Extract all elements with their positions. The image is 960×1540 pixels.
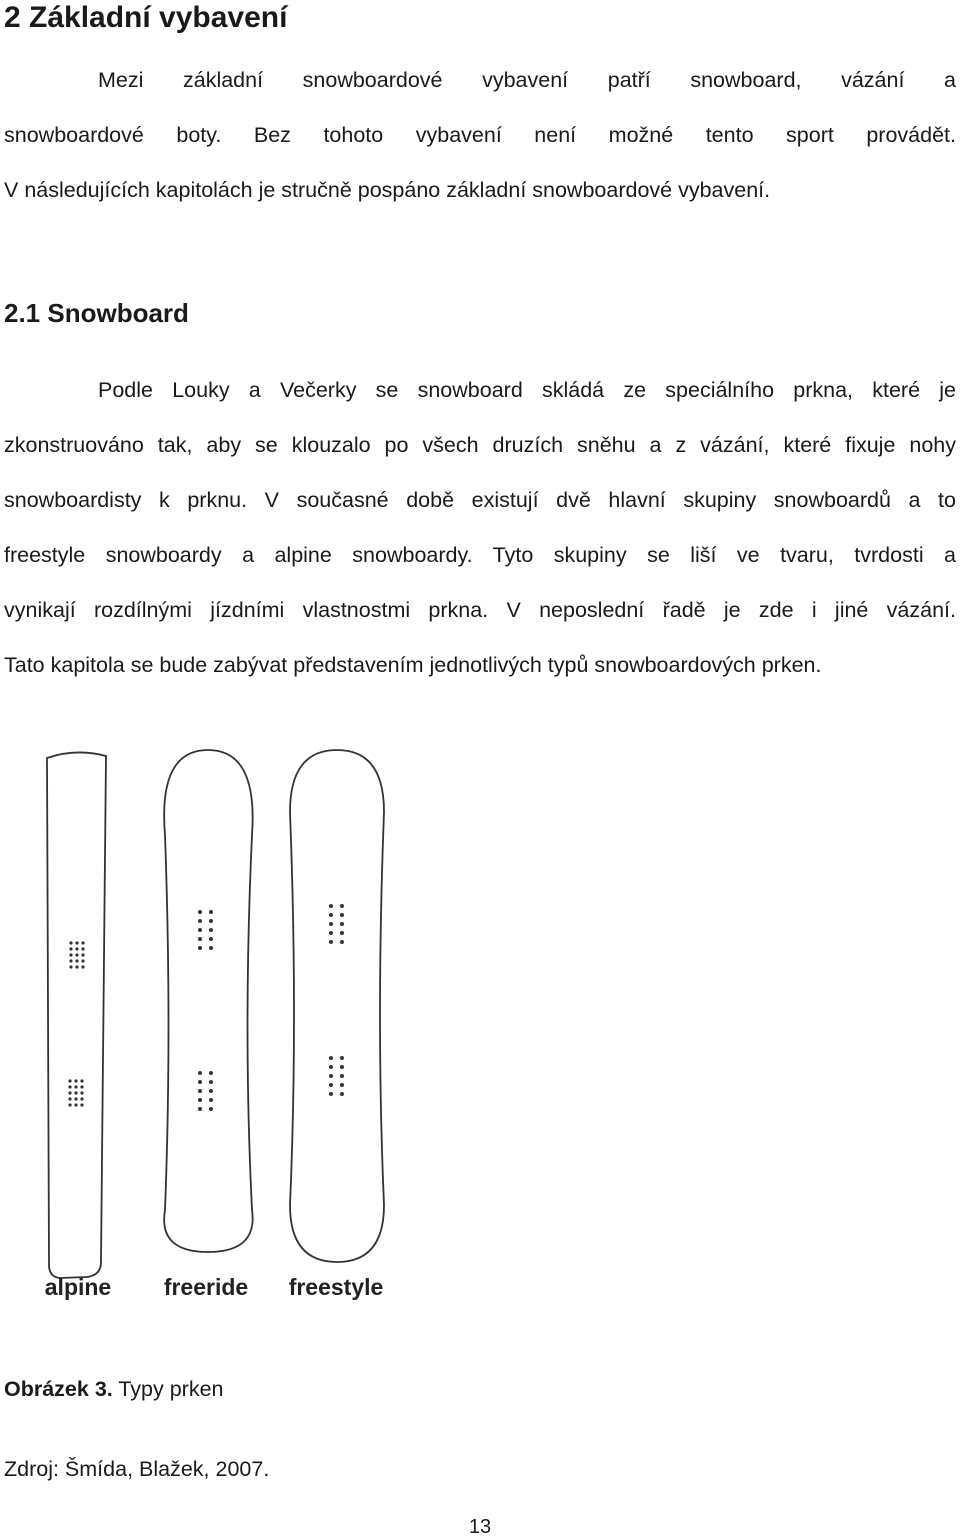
intro-paragraph (4, 53, 956, 218)
caption-text: Typy prken (112, 1377, 224, 1401)
body-line: snowboardisty k prknu. V současné době existují dvě hlavní skupiny snowboardů a to (4, 488, 956, 512)
intro-line: V následujících kapitolách je stručně pospáno základní snowboardové vybavení. (4, 178, 771, 202)
freeride-board (164, 750, 253, 1252)
body-line: vynikají rozdílnými jízdními vlastnostmi prkna. V neposlední řadě je zde i jiné vázání. (4, 598, 956, 622)
body-line: Tato kapitola se bude zabývat představením jednotlivých typů snowboardových prken. (4, 653, 822, 677)
intro-line: Mezi základní snowboardové vybavení patří snowboard, vázání a (98, 68, 956, 92)
body-line: freestyle snowboardy a alpine snowboardy. Tyto skupiny se liší ve tvaru, tvrdosti a (4, 543, 956, 567)
body-paragraph (4, 363, 956, 693)
figure-caption (4, 1372, 224, 1406)
freestyle-board (290, 750, 384, 1262)
snowboard-types-figure (30, 740, 410, 1320)
section-heading: 2 Základní vybavení (4, 1, 288, 34)
alpine-board (47, 752, 106, 1278)
figure-source: Zdroj: Šmída, Blažek, 2007. (4, 1457, 270, 1481)
intro-line: snowboardové boty. Bez tohoto vybavení není možné tento sport provádět. (4, 123, 956, 147)
caption-label: Obrázek 3. (4, 1377, 113, 1401)
body-line: Podle Louky a Večerky se snowboard skládá ze speciálního prkna, které je (98, 378, 956, 402)
freeride-label: freeride (163, 1274, 249, 1300)
alpine-label: alpine (44, 1274, 112, 1300)
freestyle-label: freestyle (288, 1274, 384, 1300)
page-number: 13 (468, 1516, 492, 1538)
body-line: zkonstruováno tak, aby se klouzalo po všech druzích sněhu a z vázání, které fixuje nohy (4, 433, 956, 457)
subsection-heading: 2.1 Snowboard (4, 298, 189, 328)
